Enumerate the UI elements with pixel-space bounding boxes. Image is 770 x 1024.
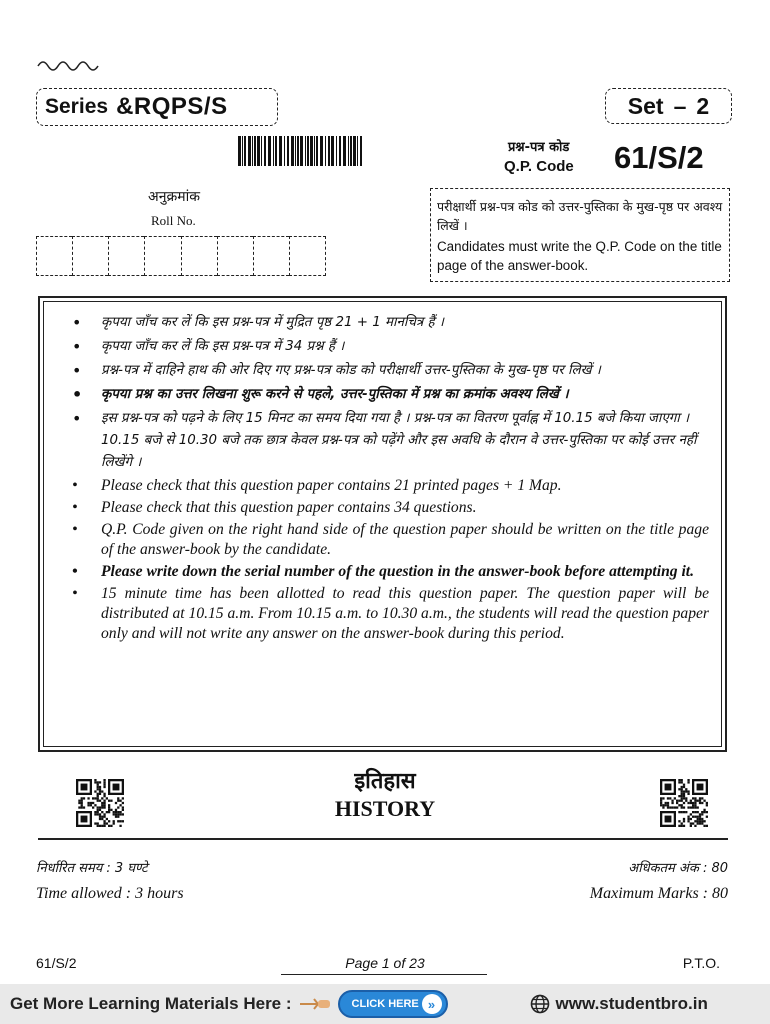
qp-code-label-hindi: प्रश्न-पत्र कोड bbox=[508, 140, 570, 155]
roll-number-box[interactable] bbox=[36, 236, 72, 276]
instructions-inner bbox=[43, 301, 722, 747]
notice-hindi: परीक्षार्थी प्रश्न-पत्र कोड को उत्तर-पुस्तिका के मुख-पृष्ठ पर अवश्य लिखें । bbox=[437, 199, 723, 233]
instruction-item: • कृपया प्रश्न का उत्तर लिखना शुरू करने से पहले, उत्तर-पुस्तिका में प्रश्न का क्रमांक अवश्य लिखें । bbox=[64, 384, 709, 406]
set-dash: – bbox=[673, 92, 687, 119]
notice-english: Candidates must write the Q.P. Code on the title page of the answer-book. bbox=[437, 239, 722, 273]
maximum-marks: Maximum Marks : 80 bbox=[589, 885, 728, 902]
roll-label: Roll No. bbox=[151, 213, 196, 228]
maximum-marks-hindi: अधिकतम अंक : 80 bbox=[628, 861, 728, 876]
pto-label: P.T.O. bbox=[682, 955, 720, 971]
roll-label-hindi: अनुक्रमांक bbox=[148, 189, 200, 205]
website-link[interactable]: www.studentbro.in bbox=[555, 994, 708, 1013]
squiggle-mark bbox=[36, 56, 100, 72]
instruction-item: • इस प्रश्न-पत्र को पढ़ने के लिए 15 मिनट का समय दिया गया है । प्रश्न-पत्र का वितरण पूर्वाह्न में 10.15 बजे किया जाएगा । 10.15 बजे से 10.30 बजे तक छात्र केवल प्रश्न-पत्र को पढ़ेंगे और इस अवधि के दौरान वे उत्तर-पुस्तिका पर कोई उत्तर नहीं लिखेंगे । bbox=[64, 408, 709, 474]
time-allowed: Time allowed : 3 hours bbox=[36, 885, 184, 902]
divider bbox=[38, 838, 728, 840]
time-allowed-hindi: निर्धारित समय : 3 घण्टे bbox=[36, 861, 148, 876]
roll-number-box[interactable] bbox=[144, 236, 180, 276]
instruction-item: • कृपया जाँच कर लें कि इस प्रश्न-पत्र में मुद्रित पृष्ठ 21 + 1 मानचित्र हैं । bbox=[64, 312, 709, 334]
barcode-icon bbox=[238, 136, 362, 166]
instruction-item: • Please check that this question paper contains 21 printed pages + 1 Map. bbox=[64, 476, 709, 496]
roll-number-boxes bbox=[36, 236, 326, 276]
globe-icon bbox=[530, 994, 550, 1014]
qp-code-notice bbox=[430, 188, 730, 282]
footer-qp-code: 61/S/2 bbox=[36, 955, 77, 971]
set-box bbox=[605, 88, 732, 124]
set-number: 2 bbox=[696, 92, 710, 119]
double-chevron-right-icon: » bbox=[422, 994, 442, 1014]
series-box bbox=[36, 88, 278, 126]
instruction-item: • Please check that this question paper contains 34 questions. bbox=[64, 498, 709, 518]
set-label: Set bbox=[627, 92, 664, 119]
banner-text: Get More Learning Materials Here : bbox=[10, 994, 292, 1013]
instruction-item: • Please write down the serial number of the question in the answer-book before attempting it. bbox=[64, 562, 709, 582]
instruction-item: • Q.P. Code given on the right hand side of the question paper should be written on the title page of the answer-book by the candidate. bbox=[64, 520, 709, 560]
roll-number-box[interactable] bbox=[108, 236, 144, 276]
instructions-list bbox=[64, 312, 709, 644]
instructions-box bbox=[38, 296, 727, 752]
roll-number-box[interactable] bbox=[72, 236, 108, 276]
qp-code-label: Q.P. Code bbox=[504, 158, 574, 175]
instruction-item: • कृपया जाँच कर लें कि इस प्रश्न-पत्र में 34 प्रश्न हैं । bbox=[64, 336, 709, 358]
subject-title: HISTORY bbox=[334, 796, 436, 821]
promo-banner bbox=[0, 984, 770, 1024]
click-here-button[interactable] bbox=[338, 990, 448, 1018]
roll-number-box[interactable] bbox=[181, 236, 217, 276]
roll-number-box[interactable] bbox=[217, 236, 253, 276]
subject-title-hindi: इतिहास bbox=[354, 769, 416, 794]
page-number: Page 1 of 23 bbox=[345, 955, 425, 971]
page-number-underline bbox=[281, 974, 487, 975]
series-code: &RQPS/S bbox=[116, 93, 228, 120]
roll-number-box[interactable] bbox=[253, 236, 289, 276]
instruction-item: • प्रश्न-पत्र में दाहिने हाथ की ओर दिए गए प्रश्न-पत्र कोड को परीक्षार्थी उत्तर-पुस्तिका के मुख-पृष्ठ पर लिखें । bbox=[64, 360, 709, 382]
click-here-label: CLICK HERE bbox=[351, 998, 419, 1010]
series-label: Series bbox=[45, 95, 109, 118]
instruction-item: • 15 minute time has been allotted to read this question paper. The question paper will be distributed at 10.15 a.m. From 10.15 a.m. to 10.30 a.m., the students will read the question paper only and will not write any answer on the answer-book during this period. bbox=[64, 584, 709, 644]
roll-number-box[interactable] bbox=[289, 236, 326, 276]
qp-code-value: 61/S/2 bbox=[614, 140, 704, 175]
pointing-hand-icon bbox=[298, 994, 332, 1014]
